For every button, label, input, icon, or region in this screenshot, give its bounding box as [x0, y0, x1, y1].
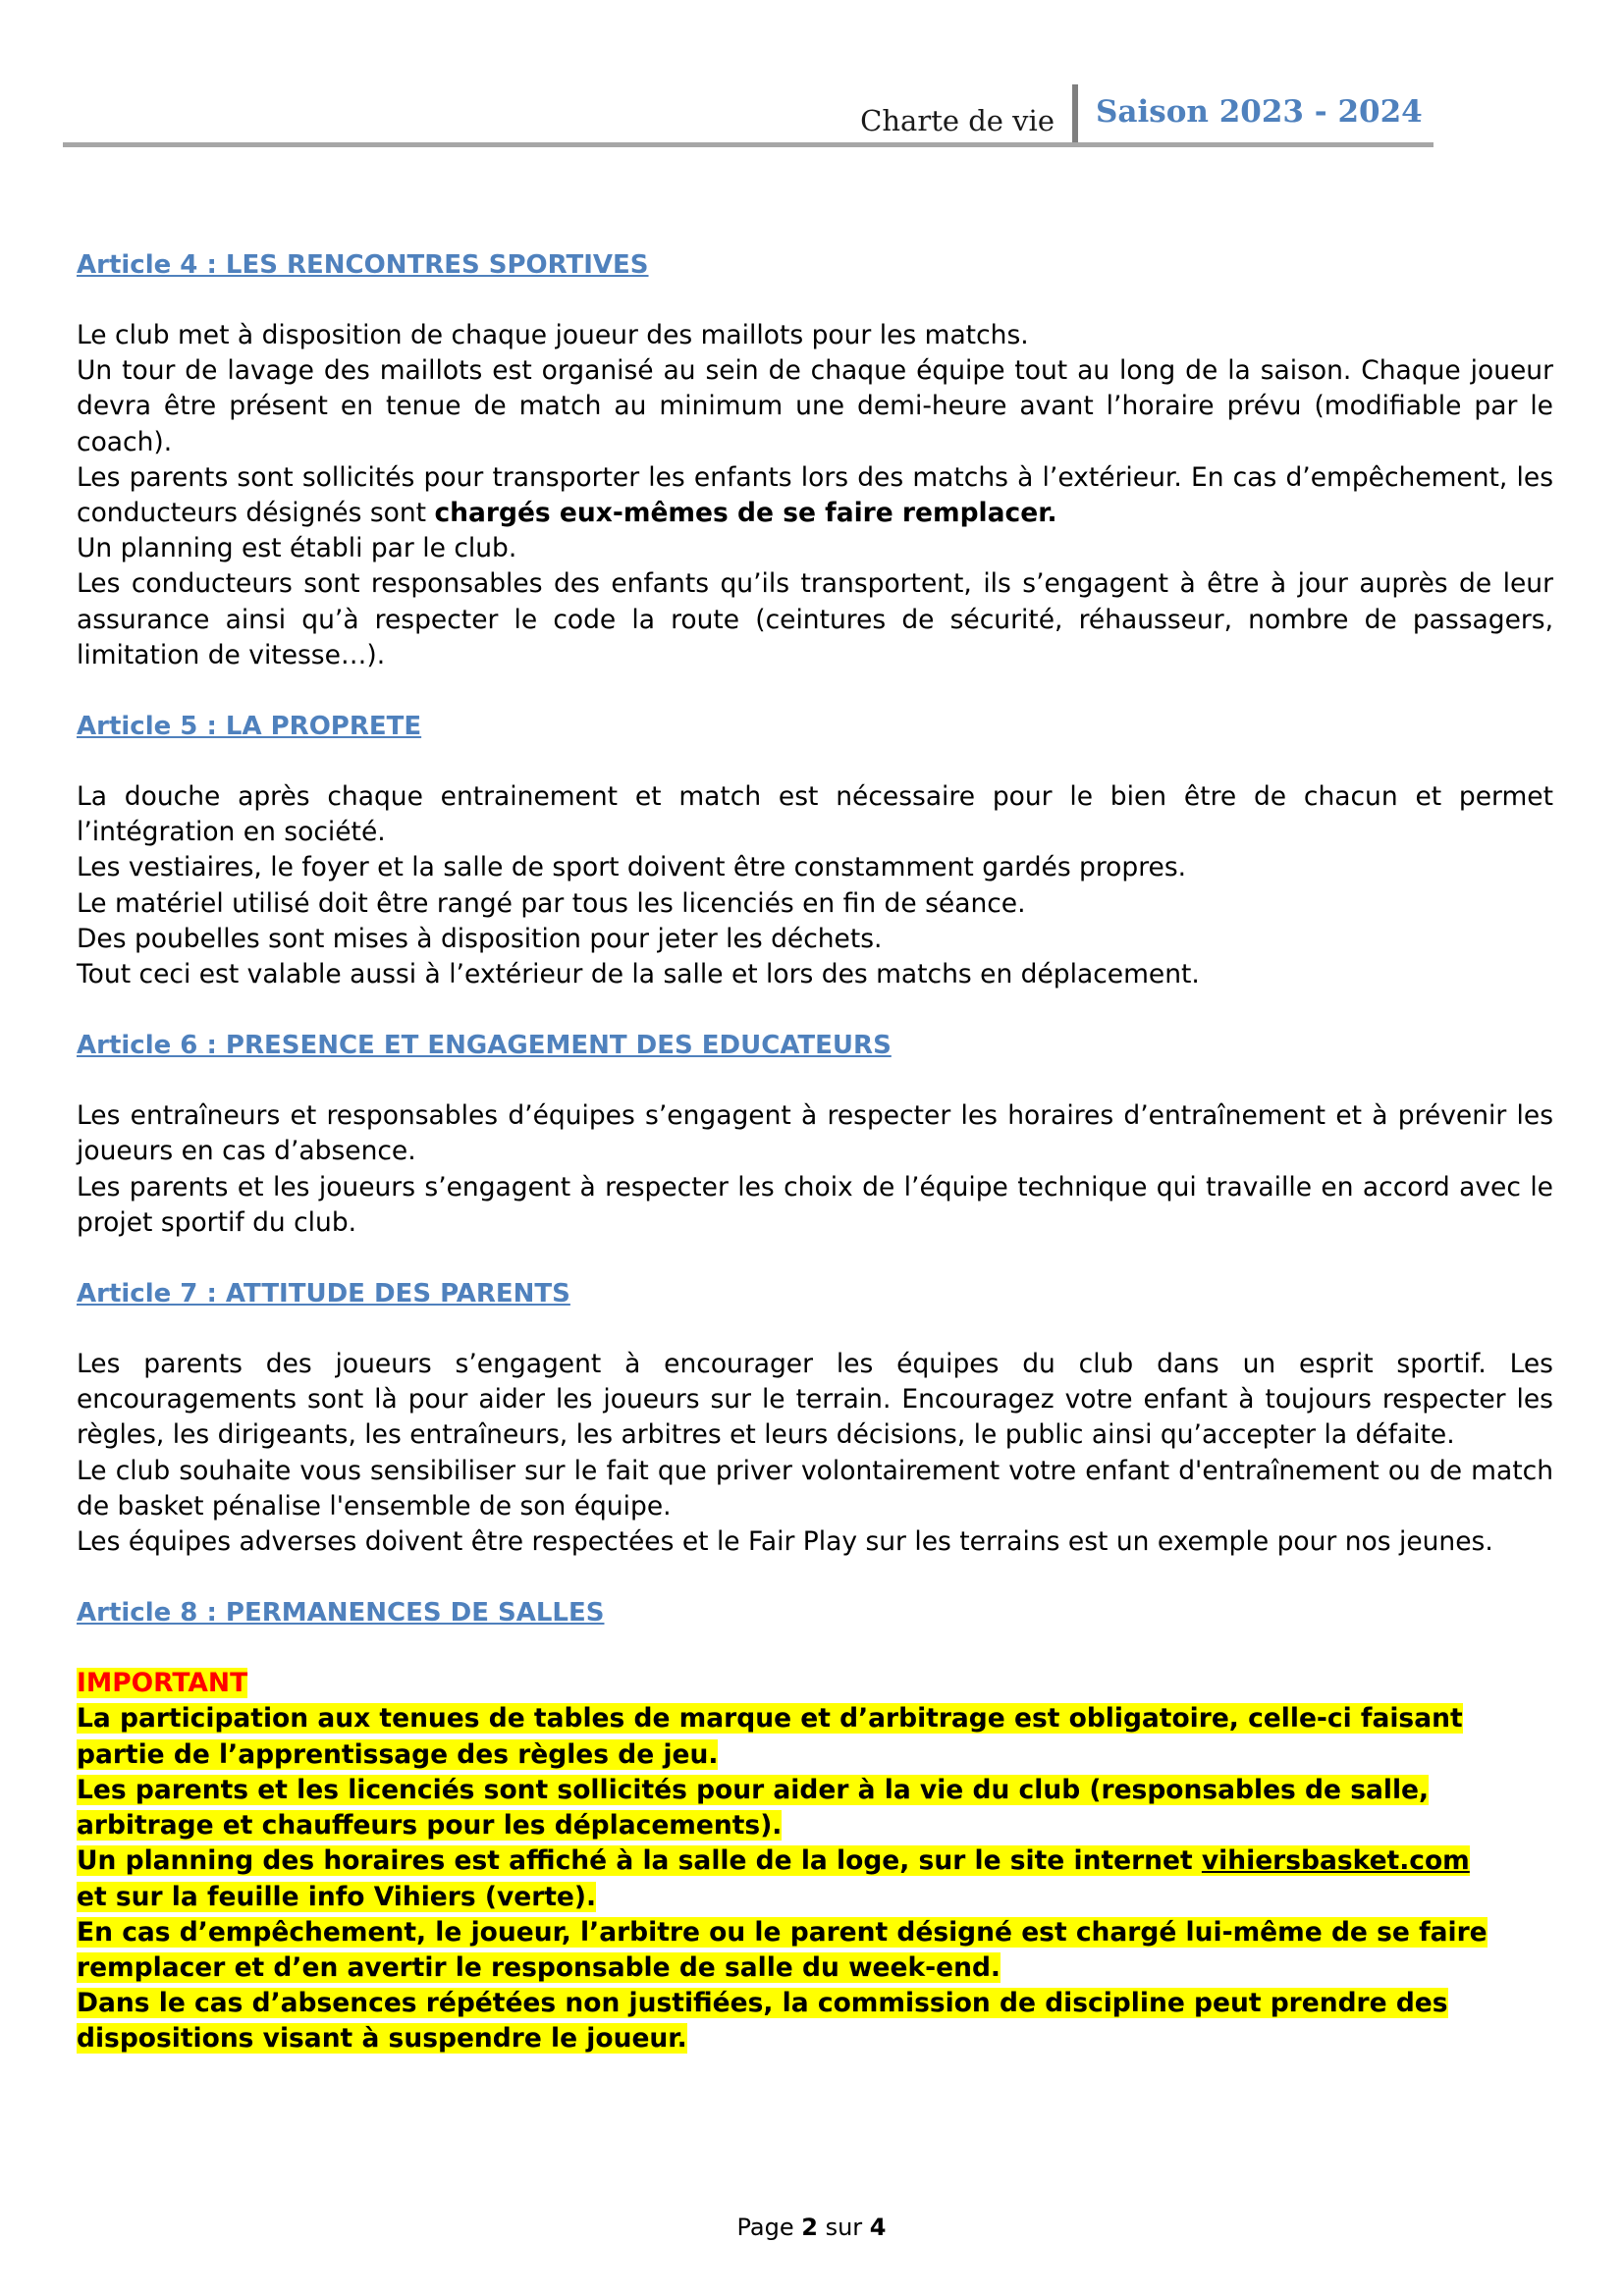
page-label: Page [736, 2214, 802, 2241]
article-7-text [77, 1347, 1553, 1560]
article-6-text [77, 1098, 1553, 1241]
article-4-p5: Les conducteurs sont responsables des enfants qu’ils transportent, ils s’engagent à être à jour auprès de leur assurance ainsi qu’à respecter le code la route (ceintures de sécurité, réhausseur, nombre de passagers, limitation de vitesse…). [77, 568, 1553, 670]
article-5-p5: Tout ceci est valable aussi à l’extérieur de la salle et lors des matchs en déplacement. [77, 959, 1200, 990]
notice-line-5-text: Un planning des horaires est affiché à la salle de la loge, sur le site internet [77, 1845, 1202, 1877]
article-7-heading: Article 7 : ATTITUDE DES PARENTS [77, 1279, 570, 1309]
website-link[interactable]: vihiersbasket.com [1201, 1845, 1470, 1877]
article-4-p4: Un planning est établi par le club. [77, 533, 517, 564]
article-4-p3-text: Les parents sont sollicités pour transporter les enfants lors des matchs à l’extérieur. En cas d’empêchement, les conducteurs désignés sont [77, 461, 1553, 529]
article-5-p4: Des poubelles sont mises à disposition pour jeter les déchets. [77, 923, 883, 954]
page-total: 4 [869, 2214, 887, 2241]
notice-line-1: La participation aux tenues de tables de marque et d’arbitrage est obligatoire, celle-ci faisant [77, 1703, 1463, 1735]
article-6-p2: Les parents et les joueurs s’engagent à respecter les choix de l’équipe technique qui travaille en accord avec le projet sportif du club. [77, 1171, 1553, 1238]
important-notice [77, 1666, 1553, 2056]
notice-line-9: Dans le cas d’absences répétées non justifiées, la commission de discipline peut prendre des [77, 1988, 1448, 2019]
of-label: sur [817, 2214, 870, 2241]
notice-line-6: et sur la feuille info Vihiers (verte). [77, 1881, 597, 1912]
document-body [77, 247, 1553, 2057]
notice-line-3: Les parents et les licenciés sont sollicités pour aider à la vie du club (responsables de salle, [77, 1774, 1430, 1805]
notice-line-2: partie de l’apprentissage des règles de jeu. [77, 1738, 719, 1770]
article-6-p1: Les entraîneurs et responsables d’équipes s’engagent à respecter les horaires d’entraînement et à prévenir les joueurs en cas d’absence. [77, 1100, 1553, 1167]
important-label: IMPORTANT [77, 1668, 248, 1699]
article-7-p2: Le club souhaite vous sensibiliser sur le fait que priver volontairement votre enfant d'entraînement ou de match de basket pénalise l'ensemble de son équipe. [77, 1455, 1553, 1522]
article-4-p3-bold: chargés eux-mêmes de se faire remplacer. [434, 498, 1057, 529]
document-title: Charte de vie [860, 104, 1055, 137]
notice-line-8: remplacer et d’en avertir le responsable de salle du week-end. [77, 1951, 1001, 1983]
article-5-p1: La douche après chaque entrainement et match est nécessaire pour le bien être de chacun et permet l’intégration en société. [77, 781, 1553, 848]
article-4-heading: Article 4 : LES RENCONTRES SPORTIVES [77, 250, 649, 280]
page-number: 2 [801, 2214, 818, 2241]
article-4-text [77, 318, 1553, 673]
header-separator [1072, 84, 1078, 147]
article-8-heading: Article 8 : PERMANENCES DE SALLES [77, 1598, 605, 1629]
article-5-text [77, 779, 1553, 992]
article-6-heading: Article 6 : PRESENCE ET ENGAGEMENT DES EDUCATEURS [77, 1031, 892, 1061]
article-4-p2: Un tour de lavage des maillots est organisé au sein de chaque équipe tout au long de la saison. Chaque joueur devra être présent en tenue de match au minimum une demi-heure avant l’horaire prévu (modifiable par le coach). [77, 355, 1553, 457]
notice-line-7: En cas d’empêchement, le joueur, l’arbitre ou le parent désigné est chargé lui-même de se faire [77, 1916, 1488, 1948]
article-7-p3: Les équipes adverses doivent être respectées et le Fair Play sur les terrains est un exemple pour nos jeunes. [77, 1526, 1493, 1558]
header-rule [63, 142, 1434, 147]
article-5-p2: Les vestiaires, le foyer et la salle de sport doivent être constamment gardés propres. [77, 852, 1187, 883]
page-footer [0, 2214, 1623, 2241]
article-5-heading: Article 5 : LA PROPRETE [77, 712, 422, 742]
notice-line-10: dispositions visant à suspendre le joueur. [77, 2023, 687, 2055]
article-5-p3: Le matériel utilisé doit être rangé par tous les licenciés en fin de séance. [77, 887, 1026, 919]
notice-line-5 [77, 1845, 1470, 1876]
season-label: Saison 2023 - 2024 [1096, 94, 1423, 130]
page-header [63, 80, 1434, 147]
article-4-p1: Le club met à disposition de chaque joueur des maillots pour les matchs. [77, 320, 1029, 350]
notice-line-4: arbitrage et chauffeurs pour les déplacements). [77, 1810, 783, 1842]
article-4-p3 [77, 460, 1553, 531]
article-7-p1: Les parents des joueurs s’engagent à encourager les équipes du club dans un esprit sportif. Les encouragements sont là pour aider les joueurs sur le terrain. Encouragez votre enfant à toujours respecter les règles, les dirigeants, les entraîneurs, les arbitres et leurs décisions, le public ainsi qu’accepter la défaite. [77, 1349, 1553, 1451]
